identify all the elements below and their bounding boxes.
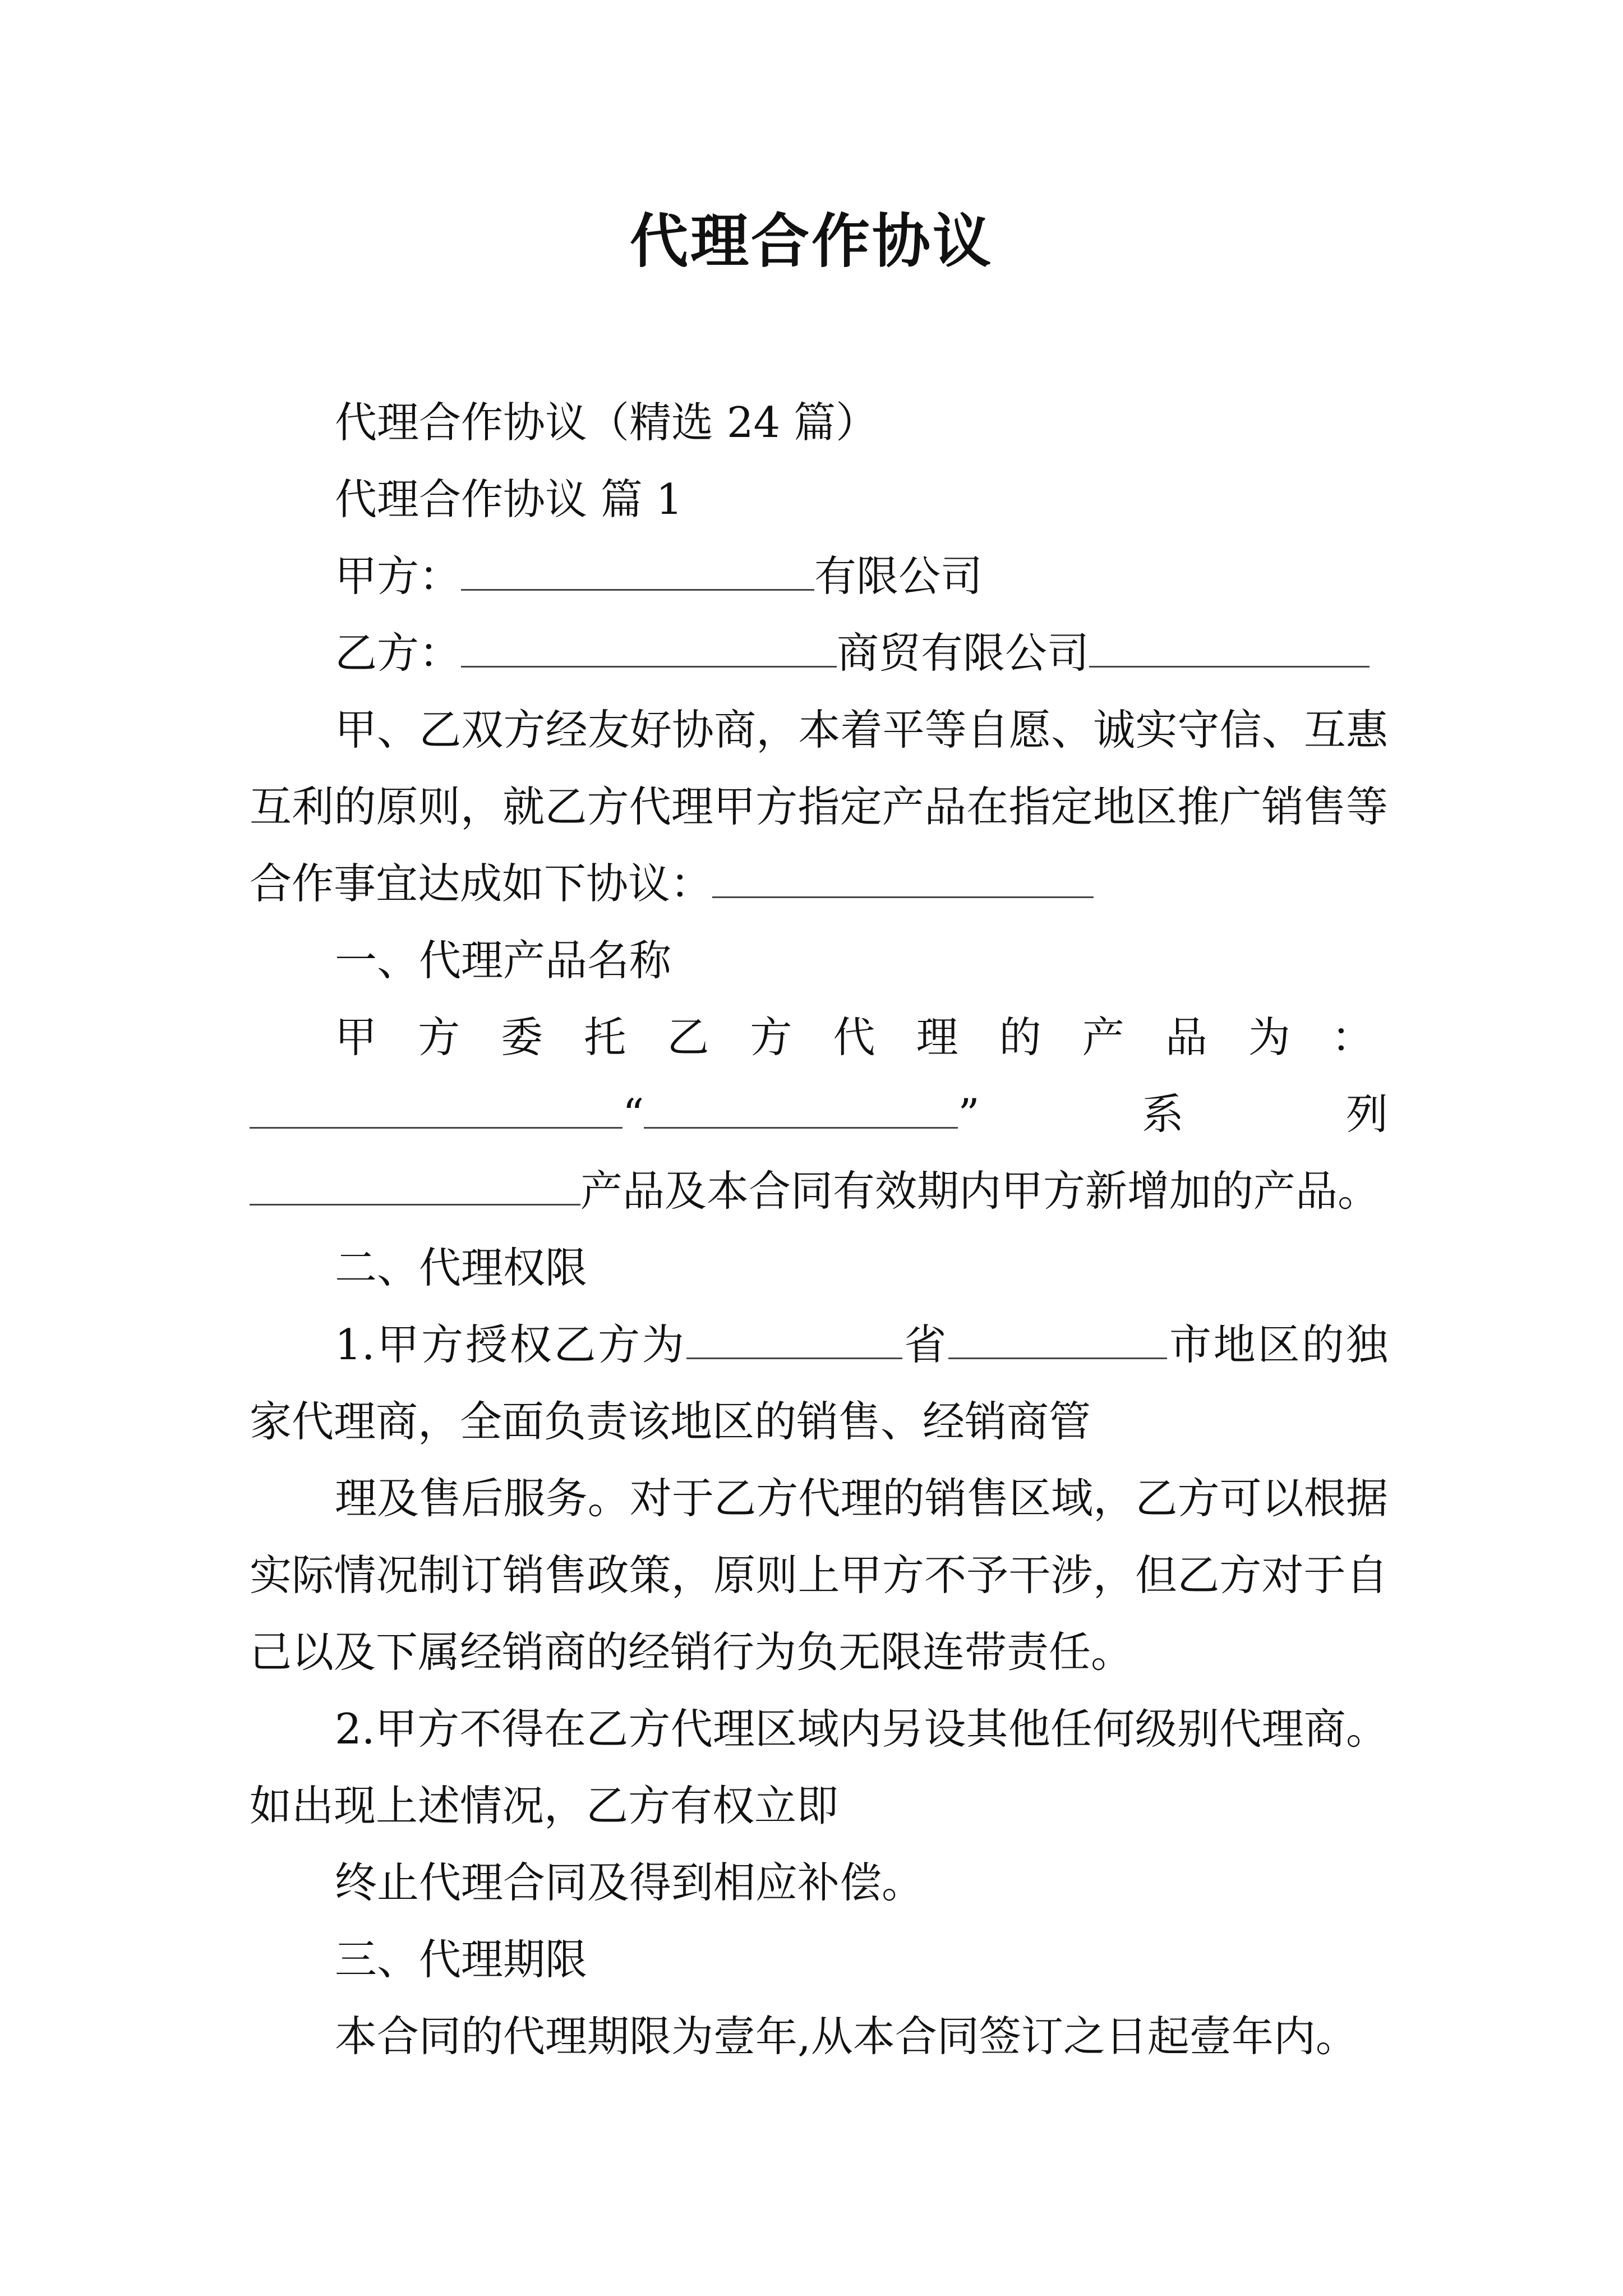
section2-heading: 二、代理权限 — [335, 1243, 588, 1292]
party-a-suffix: 有限公司 — [814, 551, 983, 601]
item2-continuation: 终止代理合同及得到相应补偿。 — [335, 1858, 924, 1907]
section1-quote-open: “ — [623, 1089, 644, 1139]
intro-paragraph — [250, 692, 1388, 922]
party-b-blank — [461, 630, 837, 668]
part-heading: 代理合作协议 篇 1 — [335, 475, 683, 524]
item1-lead: 1.甲方授权乙方为 — [335, 1320, 686, 1369]
document-body — [250, 384, 1388, 2075]
section1-series-blank — [644, 1091, 958, 1129]
party-a-blank — [461, 553, 814, 591]
party-a-label: 甲方： — [335, 551, 462, 601]
document-title: 代理合作协议 — [629, 206, 993, 275]
section1-quote-close: ”系列 — [958, 1089, 1388, 1139]
section3-paragraph: 本合同的代理期限为壹年,从本合同签订之日起壹年内。 — [335, 2012, 1358, 2061]
item1-continuation: 理及售后服务。对于乙方代理的销售区域，乙方可以根据实际情况制订销售政策，原则上甲方不予干涉，但乙方对于自己以及下属经销商的经销行为负无限连带责任。 — [250, 1474, 1388, 1677]
section1-tail: 产品及本合同有效期内甲方新增加的产品。 — [580, 1166, 1380, 1216]
collection-heading: 代理合作协议（精选 24 篇） — [335, 398, 878, 447]
item1-province-blank — [686, 1322, 902, 1359]
intro-blank — [712, 861, 1094, 898]
section1-product-blank — [250, 1091, 623, 1129]
party-b-label: 乙方： — [335, 628, 462, 678]
party-b-trailing-blank — [1089, 630, 1370, 668]
section3-heading: 三、代理期限 — [335, 1935, 588, 1984]
party-b-line — [250, 615, 1388, 692]
party-b-middle: 商贸有限公司 — [837, 628, 1090, 678]
item1-tail: 市地区的独家代理商，全面负责该地区的销售、经销商管 — [250, 1320, 1388, 1446]
section1-lead: 甲方委托乙方代理的产品为： — [335, 1013, 1388, 1062]
intro-text: 甲、乙双方经友好协商，本着平等自愿、诚实守信、互惠互利的原则，就乙方代理甲方指定产品在指定地区推广销售等合作事宜达成如下协议： — [250, 705, 1388, 908]
item1-paragraph — [250, 1306, 1388, 1460]
item1-province: 省 — [902, 1320, 949, 1369]
section1-heading: 一、代理产品名称 — [335, 936, 672, 985]
party-a-line — [250, 538, 1388, 615]
item2-paragraph: 2.甲方不得在乙方代理区域内另设其他任何级别代理商。如出现上述情况，乙方有权立即 — [250, 1704, 1388, 1830]
section1-paragraph — [250, 999, 1388, 1230]
section1-type-blank — [250, 1168, 580, 1205]
item1-city-blank — [948, 1322, 1167, 1359]
